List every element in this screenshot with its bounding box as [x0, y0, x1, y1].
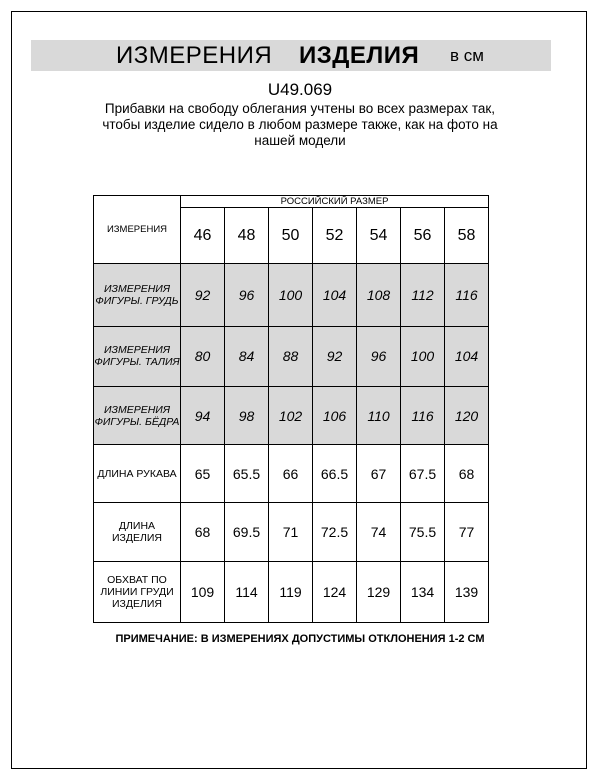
table-row	[94, 386, 489, 444]
title-product: ИЗДЕЛИЯ	[299, 41, 420, 69]
table-body	[94, 264, 489, 623]
size-header-cell: 52	[313, 208, 357, 264]
size-header-cell: 50	[269, 208, 313, 264]
table-row	[94, 561, 489, 622]
row-label: ИЗМЕРЕНИЯ ФИГУРЫ. ГРУДЬ	[94, 264, 181, 326]
title-measurements: ИЗМЕРЕНИЯ	[116, 41, 273, 69]
measurement-cell: 124	[313, 561, 357, 622]
size-header-cell: 46	[181, 208, 225, 264]
fit-description: Прибавки на свободу облегания учтены во всех размерах так, чтобы изделие сидело в любом размере также, как на фото на нашей модели	[102, 101, 498, 148]
row-label: ИЗМЕРЕНИЯ ФИГУРЫ. БЁДРА	[94, 386, 181, 444]
measurement-cell: 94	[181, 386, 225, 444]
measurement-cell: 75.5	[401, 503, 445, 561]
measurement-cell: 69.5	[225, 503, 269, 561]
measurement-cell: 120	[445, 386, 489, 444]
measurement-cell: 139	[445, 561, 489, 622]
measurement-cell: 92	[181, 264, 225, 326]
measurement-cell: 84	[225, 326, 269, 386]
table-row	[94, 264, 489, 326]
measurement-cell: 104	[313, 264, 357, 326]
measurement-cell: 77	[445, 503, 489, 561]
measurement-cell: 116	[401, 386, 445, 444]
measurement-cell: 92	[313, 326, 357, 386]
note: ПРИМЕЧАНИЕ: В ИЗМЕРЕНИЯХ ДОПУСТИМЫ ОТКЛОНЕНИЯ 1-2 СМ	[115, 633, 485, 645]
measurement-cell: 114	[225, 561, 269, 622]
size-header-cell: 56	[401, 208, 445, 264]
measurement-cell: 66	[269, 445, 313, 503]
title-unit: в см	[450, 45, 484, 65]
measurement-cell: 106	[313, 386, 357, 444]
measurement-cell: 67	[357, 445, 401, 503]
measurement-cell: 100	[269, 264, 313, 326]
table-row	[94, 445, 489, 503]
article-number: U49.069	[267, 80, 333, 99]
measurement-cell: 109	[181, 561, 225, 622]
row-label: ИЗМЕРЕНИЯ ФИГУРЫ. ТАЛИЯ	[94, 326, 181, 386]
size-header-row	[94, 196, 489, 208]
russian-size-header: РОССИЙСКИЙ РАЗМЕР	[181, 196, 489, 208]
measurement-cell: 80	[181, 326, 225, 386]
row-label: ОБХВАТ ПО ЛИНИИ ГРУДИ ИЗДЕЛИЯ	[94, 561, 181, 622]
measurement-cell: 67.5	[401, 445, 445, 503]
size-header-cell: 54	[357, 208, 401, 264]
measurement-cell: 98	[225, 386, 269, 444]
row-label: ДЛИНА ИЗДЕЛИЯ	[94, 503, 181, 561]
measurement-cell: 88	[269, 326, 313, 386]
size-table	[93, 195, 489, 623]
measurement-cell: 134	[401, 561, 445, 622]
size-header-cell: 48	[225, 208, 269, 264]
measurement-cell: 129	[357, 561, 401, 622]
measurement-cell: 71	[269, 503, 313, 561]
measurement-cell: 110	[357, 386, 401, 444]
table-row	[94, 326, 489, 386]
measurement-cell: 119	[269, 561, 313, 622]
measurement-cell: 68	[181, 503, 225, 561]
corner-label: ИЗМЕРЕНИЯ	[94, 196, 181, 264]
measurement-cell: 116	[445, 264, 489, 326]
measurement-cell: 72.5	[313, 503, 357, 561]
measurement-cell: 112	[401, 264, 445, 326]
row-label: ДЛИНА РУКАВА	[94, 445, 181, 503]
measurement-cell: 65	[181, 445, 225, 503]
measurement-cell: 65.5	[225, 445, 269, 503]
title-bar	[31, 40, 551, 71]
measurement-cell: 108	[357, 264, 401, 326]
measurement-cell: 96	[357, 326, 401, 386]
size-header-cell: 58	[445, 208, 489, 264]
measurement-cell: 74	[357, 503, 401, 561]
measurement-cell: 100	[401, 326, 445, 386]
measurement-cell: 96	[225, 264, 269, 326]
measurement-cell: 68	[445, 445, 489, 503]
measurement-cell: 104	[445, 326, 489, 386]
table-row	[94, 503, 489, 561]
measurement-cell: 66.5	[313, 445, 357, 503]
measurement-cell: 102	[269, 386, 313, 444]
